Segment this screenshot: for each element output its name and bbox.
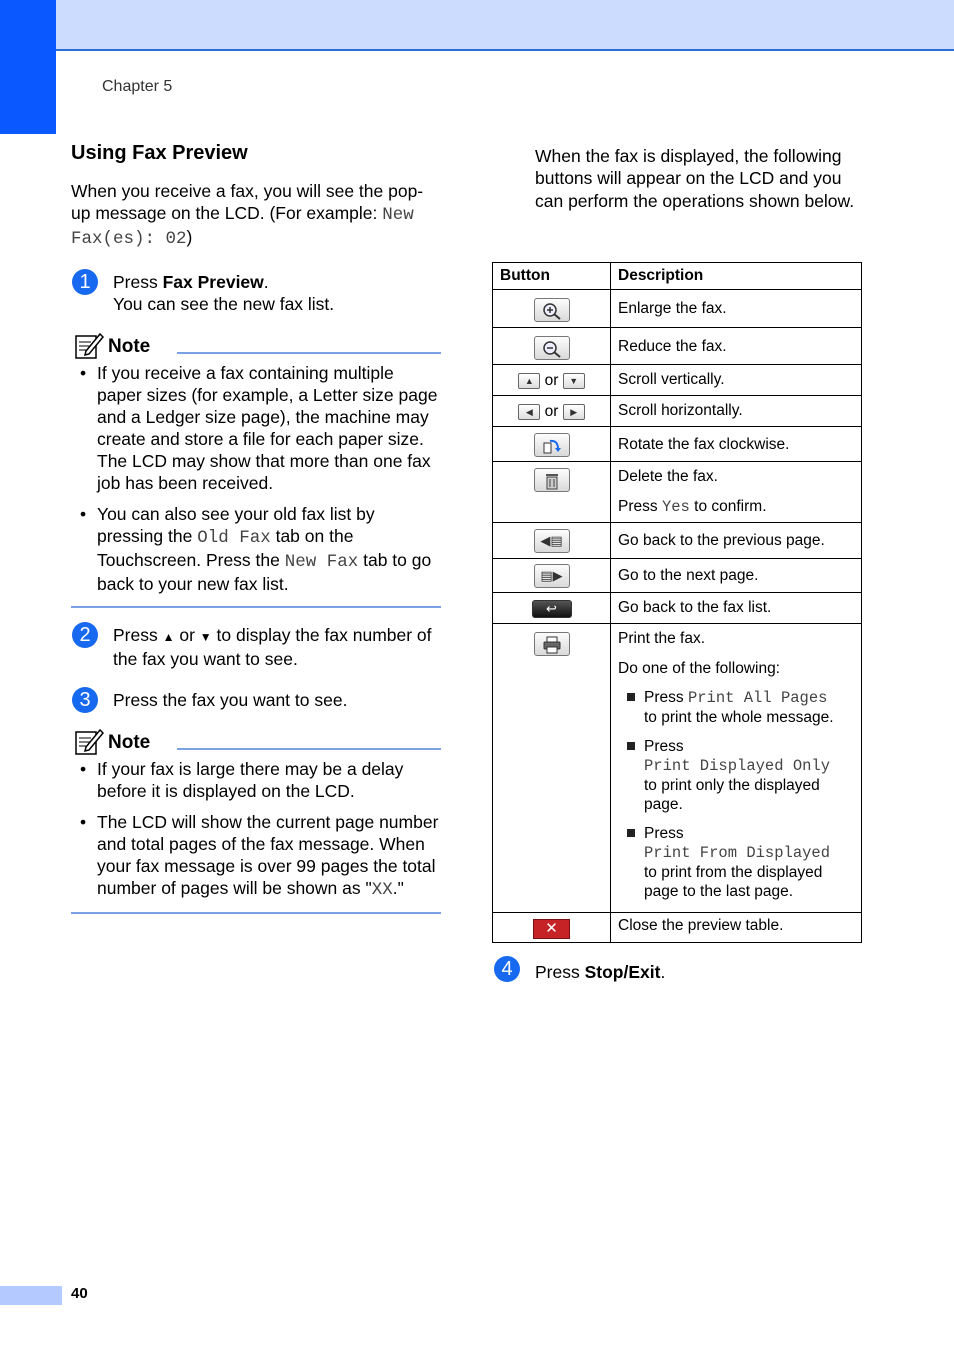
lcd-text: Print All Pages bbox=[687, 689, 828, 707]
list-item bbox=[71, 503, 441, 595]
page-number: 40 bbox=[71, 1285, 88, 1302]
desc-rotate: Rotate the fax clockwise. bbox=[611, 427, 862, 462]
note-header-2 bbox=[71, 727, 441, 757]
step-4-key: Stop/Exit bbox=[584, 962, 661, 982]
table-row bbox=[493, 462, 862, 523]
arrow-up-icon: ▲ bbox=[162, 630, 175, 644]
list-item bbox=[71, 811, 441, 901]
or-text: or bbox=[174, 625, 200, 645]
note-text: ." bbox=[392, 878, 404, 898]
list-item bbox=[71, 362, 441, 494]
note-pencil-icon bbox=[74, 331, 104, 359]
note-text: If your fax is large there may be a delay before it is displayed on the LCD. bbox=[97, 759, 404, 801]
desc-next: Go to the next page. bbox=[611, 559, 862, 593]
step-3 bbox=[71, 689, 441, 711]
next-page-icon[interactable]: ▤▶ bbox=[534, 564, 570, 588]
intro-paragraph bbox=[71, 180, 441, 250]
table-row bbox=[493, 559, 862, 593]
step-number-badge: 2 bbox=[72, 622, 98, 648]
note-text: If you receive a fax containing multiple paper sizes (for example, a Letter size page and a Ledger size page), the machine may create and store a file for each paper size. The LCD may show that more than one fax job has been received. bbox=[97, 363, 438, 493]
zoom-out-icon[interactable] bbox=[534, 336, 570, 360]
table-row bbox=[493, 365, 862, 396]
step-number-badge: 3 bbox=[72, 687, 98, 713]
option-press: Press bbox=[644, 738, 684, 755]
step-2-press: Press bbox=[113, 625, 163, 645]
table-row bbox=[493, 328, 862, 365]
step-4-press: Press bbox=[535, 962, 585, 982]
header-band bbox=[0, 0, 954, 51]
desc-scroll-vertical: Scroll vertically. bbox=[611, 365, 862, 396]
note-end-rule bbox=[71, 606, 441, 608]
back-icon[interactable]: ↩ bbox=[532, 600, 572, 618]
list-item bbox=[71, 758, 441, 802]
arrow-down-icon: ▼ bbox=[199, 630, 212, 644]
zoom-in-icon[interactable] bbox=[534, 298, 570, 322]
step-1-end: . bbox=[263, 272, 269, 292]
step-2-text bbox=[113, 624, 441, 670]
table-row bbox=[493, 593, 862, 624]
note-header-1 bbox=[71, 331, 441, 361]
step-number-badge: 4 bbox=[494, 956, 520, 982]
right-intro: When the fax is displayed, the following buttons will appear on the LCD and you can perform the operations shown below. bbox=[535, 146, 855, 211]
lcd-text: Old Fax bbox=[197, 528, 271, 548]
lcd-text: Print From Displayed bbox=[644, 844, 831, 862]
table-header-row bbox=[493, 263, 862, 290]
note-text: tab to go back to your new fax list. bbox=[97, 550, 432, 594]
table-row bbox=[493, 913, 862, 943]
step-1-key: Fax Preview bbox=[162, 272, 264, 292]
intro-text: When you receive a fax, you will see the pop-up message on the LCD. (For example: bbox=[71, 181, 424, 223]
col-description: Description bbox=[611, 263, 862, 290]
arrow-down-icon[interactable]: ▼ bbox=[563, 373, 585, 389]
step-number-badge: 1 bbox=[72, 269, 98, 295]
chapter-label: Chapter 5 bbox=[102, 78, 173, 95]
table-row bbox=[493, 290, 862, 328]
chapter-tab bbox=[0, 0, 56, 134]
print-option bbox=[618, 824, 854, 901]
note-text: You can also see your old fax list by pressing the bbox=[97, 504, 375, 546]
section-heading: Using Fax Preview bbox=[71, 142, 248, 164]
lcd-text: Yes bbox=[661, 498, 690, 516]
step-2 bbox=[71, 624, 441, 670]
note-title: Note bbox=[108, 336, 151, 357]
table-row bbox=[493, 396, 862, 427]
rotate-icon[interactable] bbox=[534, 433, 570, 457]
note-title: Note bbox=[108, 732, 151, 753]
option-press: Press bbox=[644, 825, 684, 842]
note-text: The LCD will show the current page number and total pages of the fax message. When your fax message is over 99 pages the total number of pages will be shown as " bbox=[97, 812, 439, 898]
confirm-press: Press bbox=[618, 498, 662, 515]
desc-back: Go back to the fax list. bbox=[611, 593, 862, 624]
step-4-text bbox=[535, 958, 905, 983]
desc-delete: Delete the fax. bbox=[618, 468, 718, 485]
desc-close: Close the preview table. bbox=[611, 913, 862, 943]
print-option bbox=[618, 737, 854, 814]
col-button: Button bbox=[493, 263, 611, 290]
desc-reduce: Reduce the fax. bbox=[611, 328, 862, 365]
table-row bbox=[493, 523, 862, 559]
step-4 bbox=[493, 958, 905, 983]
note-pencil-icon bbox=[74, 727, 104, 755]
footer-tab bbox=[0, 1286, 62, 1305]
printer-icon[interactable] bbox=[534, 632, 570, 656]
note-text: tab on the Touchscreen. Press the bbox=[97, 526, 354, 570]
close-icon[interactable]: ✕ bbox=[533, 919, 570, 939]
option-text: to print only the displayed page. bbox=[644, 777, 820, 813]
arrow-up-icon[interactable]: ▲ bbox=[518, 373, 540, 389]
option-press: Press bbox=[644, 689, 688, 706]
step-1-line2: You can see the new fax list. bbox=[113, 294, 335, 314]
confirm-end: to confirm. bbox=[689, 498, 767, 515]
desc-previous: Go back to the previous page. bbox=[611, 523, 862, 559]
note-rule bbox=[177, 352, 441, 354]
print-option bbox=[618, 688, 854, 727]
note-list-1 bbox=[71, 362, 441, 595]
or-text: or bbox=[544, 403, 559, 420]
note-rule bbox=[177, 748, 441, 750]
or-text: or bbox=[544, 372, 559, 389]
desc-print-do: Do one of the following: bbox=[618, 660, 780, 677]
desc-print: Print the fax. bbox=[618, 630, 706, 647]
note-list-2 bbox=[71, 758, 441, 901]
option-text: to print from the displayed page to the last page. bbox=[644, 864, 823, 900]
previous-page-icon[interactable]: ◀▤ bbox=[534, 529, 570, 553]
arrow-left-icon[interactable]: ◀ bbox=[518, 404, 540, 420]
desc-scroll-horizontal: Scroll horizontally. bbox=[611, 396, 862, 427]
step-2-rest: to display the fax number of the fax you want to see. bbox=[113, 625, 432, 669]
desc-delete-cell bbox=[611, 462, 862, 523]
left-column bbox=[71, 140, 441, 914]
arrow-right-icon[interactable]: ▶ bbox=[563, 404, 585, 420]
lcd-text: Print Displayed Only bbox=[644, 757, 831, 775]
step-1 bbox=[71, 271, 441, 315]
desc-delete-confirm bbox=[618, 497, 854, 517]
desc-enlarge: Enlarge the fax. bbox=[611, 290, 862, 328]
step-3-text: Press the fax you want to see. bbox=[113, 690, 348, 710]
lcd-text: XX bbox=[371, 880, 393, 900]
desc-print-cell bbox=[611, 624, 862, 913]
lcd-text: New Fax bbox=[284, 552, 359, 572]
table-row bbox=[493, 624, 862, 913]
step-4-end: . bbox=[660, 962, 666, 982]
option-text: to print the whole message. bbox=[644, 709, 834, 726]
table-row bbox=[493, 427, 862, 462]
step-1-press: Press bbox=[113, 272, 163, 292]
step-1-text bbox=[113, 271, 441, 293]
button-table bbox=[492, 262, 862, 943]
note-end-rule bbox=[71, 912, 441, 914]
intro-example: New Fax(es): 02 bbox=[71, 205, 414, 249]
intro-close: ) bbox=[186, 227, 193, 247]
trash-icon[interactable] bbox=[534, 468, 570, 492]
